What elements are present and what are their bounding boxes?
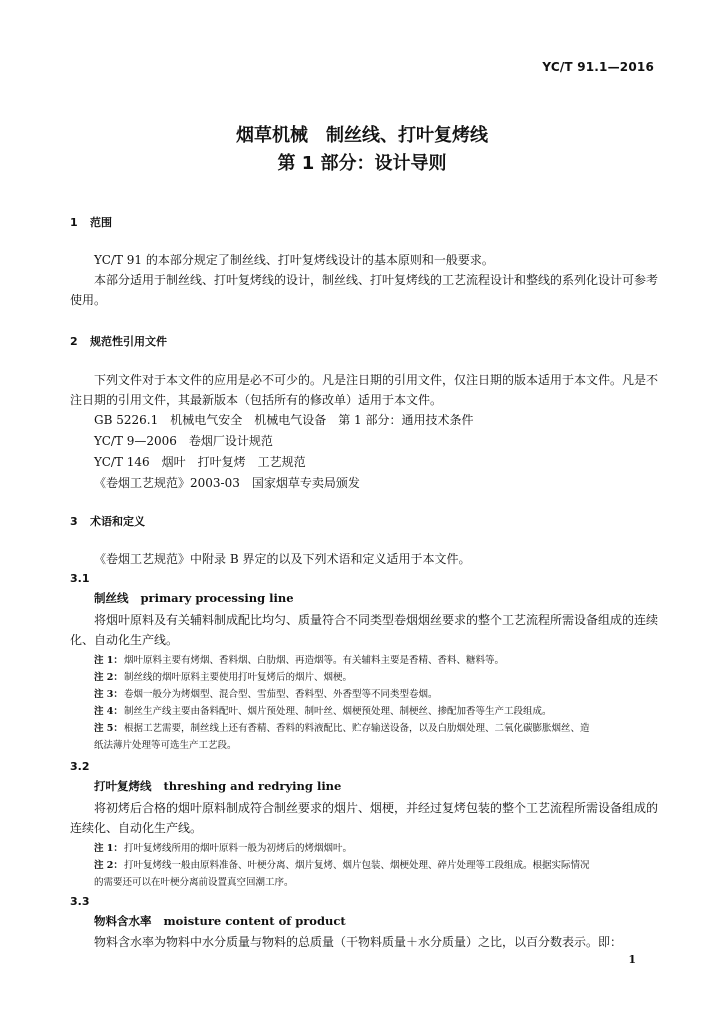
term-name: 打叶复烤线 threshing and redrying line [94, 779, 342, 793]
term-note: 注 2：打叶复烤线一般由原料准备、叶梗分离、烟片复烤、烟片包装、烟梗处理、碎片处理等工段组成。根据实际情况 [94, 860, 590, 871]
reference-item: YC/T 9—2006 卷烟厂设计规范 [94, 434, 273, 448]
term-note: 注 1：打叶复烤线所用的烟叶原料一般为初烤后的烤烟烟叶。 [94, 843, 353, 854]
term-note: 注 1：烟叶原料主要有烤烟、香料烟、白肋烟、再造烟等。有关辅料主要是香精、香料、糖料等。 [94, 655, 505, 666]
reference-item: GB 5226.1 机械电气安全 机械电气设备 第 1 部分：通用技术条件 [94, 413, 474, 427]
term-note: 注 5：根据工艺需要，制丝线上还有香精、香料的料液配比、贮存输送设备，以及白肋烟处理、二氧化碳膨胀烟丝、造 [94, 723, 590, 734]
section-1-heading: 1 范围 [70, 216, 112, 229]
section-1-para-1: YC/T 91 的本部分规定了制丝线、打叶复烤线设计的基本原则和一般要求。 [94, 253, 494, 267]
section-2-heading: 2 规范性引用文件 [70, 335, 167, 348]
page-number: 1 [628, 953, 636, 966]
term-name: 物料含水率 moisture content of product [94, 914, 346, 928]
section-3-intro: 《卷烟工艺规范》中附录 B 界定的以及下列术语和定义适用于本文件。 [94, 552, 471, 566]
title-line-1: 烟草机械 制丝线、打叶复烤线 [236, 125, 488, 146]
term-definition: 将烟叶原料及有关辅料制成配比均匀、质量符合不同类型卷烟烟丝要求的整个工艺流程所需设备组成的连续化、自动化生产线。 [70, 613, 659, 647]
term-note-continued: 纸法薄片处理等可选生产工艺段。 [94, 740, 237, 751]
term-note-continued: 的需要还可以在叶梗分离前设置真空回潮工序。 [94, 877, 294, 888]
reference-item: 《卷烟工艺规范》2003-03 国家烟草专卖局颁发 [94, 476, 360, 490]
term-number: 3.3 [70, 895, 90, 908]
standard-code: YC/T 91.1—2016 [542, 60, 654, 74]
section-1-para-2: 本部分适用于制丝线、打叶复烤线的设计，制丝线、打叶复烤线的工艺流程设计和整线的系列化设计可参考使用。 [70, 273, 659, 307]
section-3-heading: 3 术语和定义 [70, 515, 145, 528]
term-note: 注 4：制丝生产线主要由备料配叶、烟片预处理、制叶丝、烟梗预处理、制梗丝、掺配加香等生产工段组成。 [94, 706, 552, 717]
term-number: 3.1 [70, 572, 90, 585]
term-definition: 物料含水率为物料中水分质量与物料的总质量（干物料质量＋水分质量）之比，以百分数表示。即： [94, 935, 623, 949]
term-note: 注 3：卷烟一般分为烤烟型、混合型、雪茄型、香料型、外香型等不同类型卷烟。 [94, 689, 438, 700]
term-name: 制丝线 primary processing line [94, 591, 294, 605]
document-title [0, 122, 724, 178]
term-definition: 将初烤后合格的烟叶原料制成符合制丝要求的烟片、烟梗，并经过复烤包装的整个工艺流程所需设备组成的连续化、自动化生产线。 [70, 801, 659, 835]
section-2-para-1: 下列文件对于本文件的应用是必不可少的。凡是注日期的引用文件，仅注日期的版本适用于本文件。凡是不注日期的引用文件，其最新版本（包括所有的修改单）适用于本文件。 [70, 373, 659, 407]
reference-item: YC/T 146 烟叶 打叶复烤 工艺规范 [94, 455, 306, 469]
title-line-2: 第 1 部分：设计导则 [277, 153, 447, 174]
term-number: 3.2 [70, 760, 90, 773]
term-note: 注 2：制丝线的烟叶原料主要使用打叶复烤后的烟片、烟梗。 [94, 672, 353, 683]
